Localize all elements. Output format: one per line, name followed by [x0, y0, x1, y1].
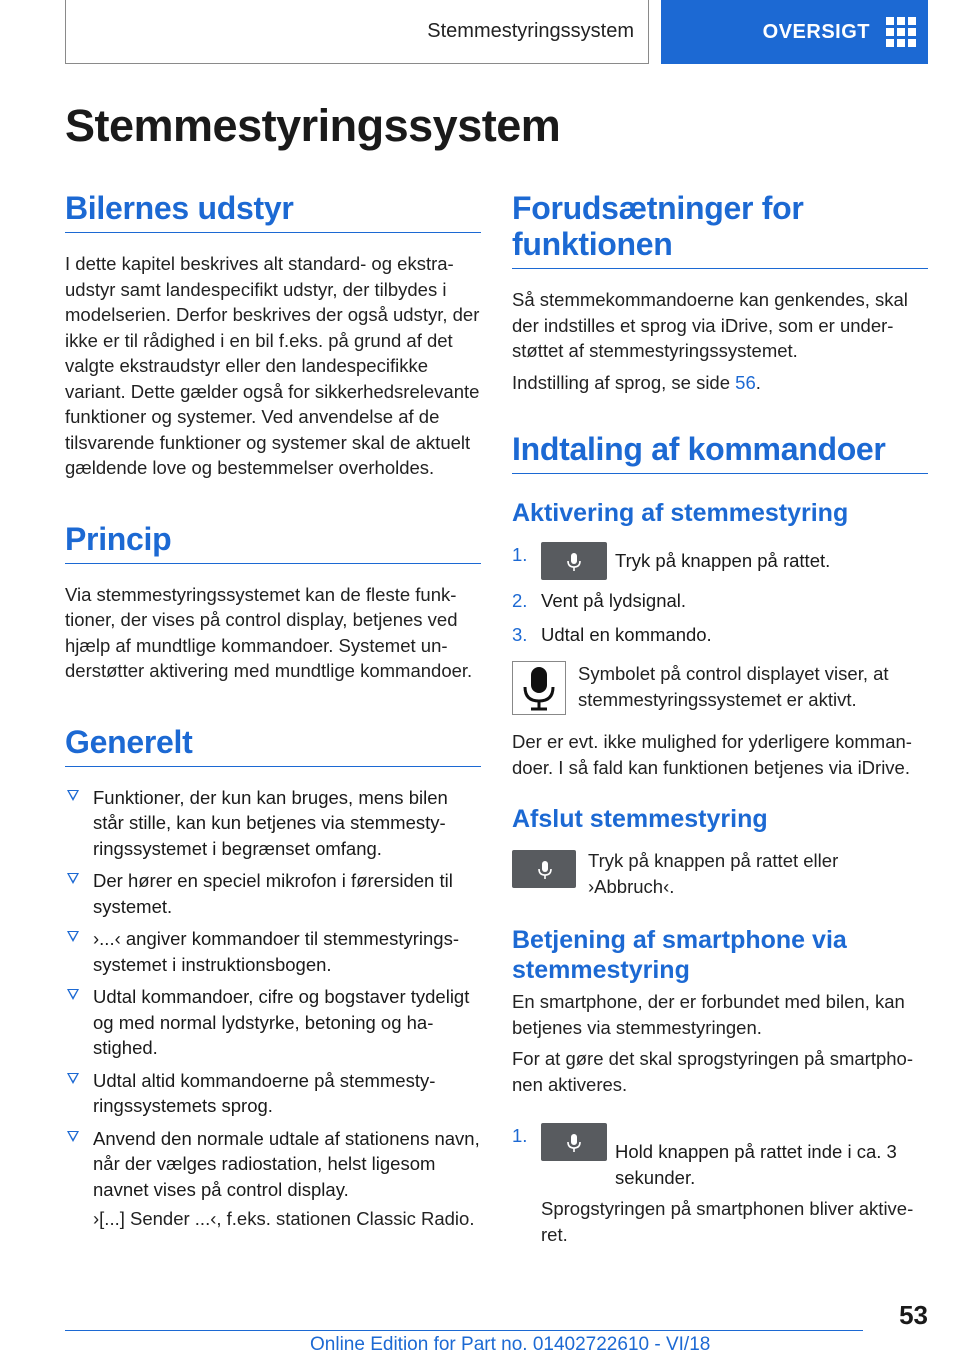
- grid-icon: [886, 17, 916, 47]
- step-item: 2. Vent på lydsignal.: [512, 590, 687, 611]
- overview-label: OVERSIGT: [762, 20, 870, 43]
- page-title: Stemmestyringssystem: [65, 100, 561, 151]
- step-result: Sprogstyringen på smartphonen bliver aktiveret.: [541, 1198, 914, 1245]
- paragraph-afslut: Tryk på knappen på rattet eller ›Abbruch‹.: [588, 850, 839, 897]
- paragraph-smartphone-2: For at gøre det skal sprogstyringen på smartphonen aktiveres.: [512, 1048, 914, 1095]
- triangle-bullet-icon: [67, 1073, 79, 1084]
- heading-aktivering: Aktivering af stemmestyring: [512, 499, 849, 527]
- list-item: Der hører en speciel mikrofon i førersiden til systemet.: [65, 868, 481, 919]
- overview-button[interactable]: [661, 0, 928, 64]
- section-tab[interactable]: [65, 0, 649, 64]
- voice-button-image: [541, 1123, 607, 1161]
- heading-forudsaetninger: Forudsætninger for funktionen: [512, 190, 928, 269]
- paragraph-smartphone-1: En smartphone, der er forbundet med bilen, kan betjenes via stemmestyringen.: [512, 991, 905, 1038]
- right-column: [512, 190, 928, 1255]
- heading-afslut: Afslut stemmestyring: [512, 805, 768, 833]
- triangle-bullet-icon: [67, 989, 79, 1000]
- left-column: [65, 190, 481, 1232]
- triangle-bullet-icon: [67, 931, 79, 942]
- voice-button-image: [512, 850, 576, 888]
- smartphone-steps: [512, 1123, 928, 1247]
- list-item: Udtal altid kommandoerne på stemmestyringssystemets sprog.: [65, 1068, 481, 1119]
- microphone-icon: [565, 552, 583, 572]
- footer-edition: Online Edition for Part no. 01402722610 - VI/18: [310, 1334, 711, 1355]
- language-reference: Indstilling af sprog, se side 56.: [512, 371, 761, 393]
- list-item: Udtal kommandoer, cifre og bogstaver tydeligt og med normal lydstyrke, betoning og hastighed.: [65, 984, 481, 1061]
- page-header: [65, 0, 928, 66]
- triangle-bullet-icon: [67, 1131, 79, 1142]
- heading-smartphone: Betjening af smartphone via stemmestyring: [512, 926, 847, 984]
- list-item: ›...‹ angiver kommandoer til stemmestyringssystemet i instruktionsbogen.: [65, 926, 481, 977]
- step-item: 1. Hold knappen på rattet inde i ca. 3 sekunder. Sprogstyringen på smartphonen bliver aktiveret.: [512, 1123, 928, 1247]
- section-title: Stemmestyringssystem: [427, 20, 634, 42]
- paragraph-note: Der er evt. ikke mulighed for yderligere kommandoer. I så fald kan funktionen betjenes via iDrive.: [512, 731, 912, 778]
- voice-button-image: [541, 542, 607, 580]
- heading-generelt: Generelt: [65, 724, 481, 767]
- generelt-list: [65, 785, 481, 1203]
- microphone-icon: [565, 1133, 583, 1153]
- symbol-description: Symbolet på control displayet viser, at stemmestyringssystemet er aktivt.: [578, 663, 889, 710]
- microphone-symbol-icon: [512, 661, 566, 715]
- activation-steps: [512, 542, 928, 647]
- heading-bilernes-udstyr: Bilernes udstyr: [65, 190, 481, 233]
- list-item: Funktioner, der kun kan bruges, mens bilen står stille, kan kun betjenes via stemmestyringssystemet i begrænset omfang.: [65, 785, 481, 862]
- page-link[interactable]: 56: [735, 371, 756, 393]
- paragraph-forudsaetninger: Så stemmekommandoerne kan genkendes, skal der indstilles et sprog via iDrive, som er understøttet af stemmestyringssystemet.: [512, 289, 908, 361]
- triangle-bullet-icon: [67, 790, 79, 801]
- heading-indtaling: Indtaling af kommandoer: [512, 431, 928, 474]
- paragraph-princip: Via stemmestyringssystemet kan de fleste funktioner, der vises på control display, betjenes ved hjælp af mundtlige kommandoer. Systemet understøtter aktivering med mundtlige kommandoer.: [65, 583, 473, 681]
- microphone-icon: [536, 860, 554, 880]
- list-item: Anvend den normale udtale af stationens navn, når der vælges radiostation, helst ligesom navnet vises på control display.: [65, 1126, 481, 1203]
- end-voice-row: [512, 848, 928, 899]
- heading-princip: Princip: [65, 521, 481, 564]
- footer-divider: [65, 1330, 863, 1331]
- page-number: 53: [899, 1300, 928, 1330]
- triangle-bullet-icon: [67, 873, 79, 884]
- symbol-row: [512, 661, 928, 715]
- bullet-continuation: ›[...] Sender ...‹, f.eks. stationen Classic Radio.: [93, 1208, 475, 1229]
- step-item: 3. Udtal en kommando.: [512, 623, 712, 645]
- step-item: 1. Tryk på knappen på rattet.: [512, 542, 928, 580]
- paragraph-udstyr: I dette kapitel beskrives alt standard- og ekstraudstyr samt landespecifikt udstyr, der tilbydes i modelserien. Derfor beskrives der også udstyr, der ikke er til rådighed i en bil f.eks. på grund af det valgte ekstraudstyr eller den landespecifikke variant. Dette gælder også for sikkerhedsrelevante funktioner og systemer. Ved anvendelse af de tilsvarende funktioner og systemer skal de aktuelt gældende love og bestemmelser overholdes.: [65, 253, 480, 478]
